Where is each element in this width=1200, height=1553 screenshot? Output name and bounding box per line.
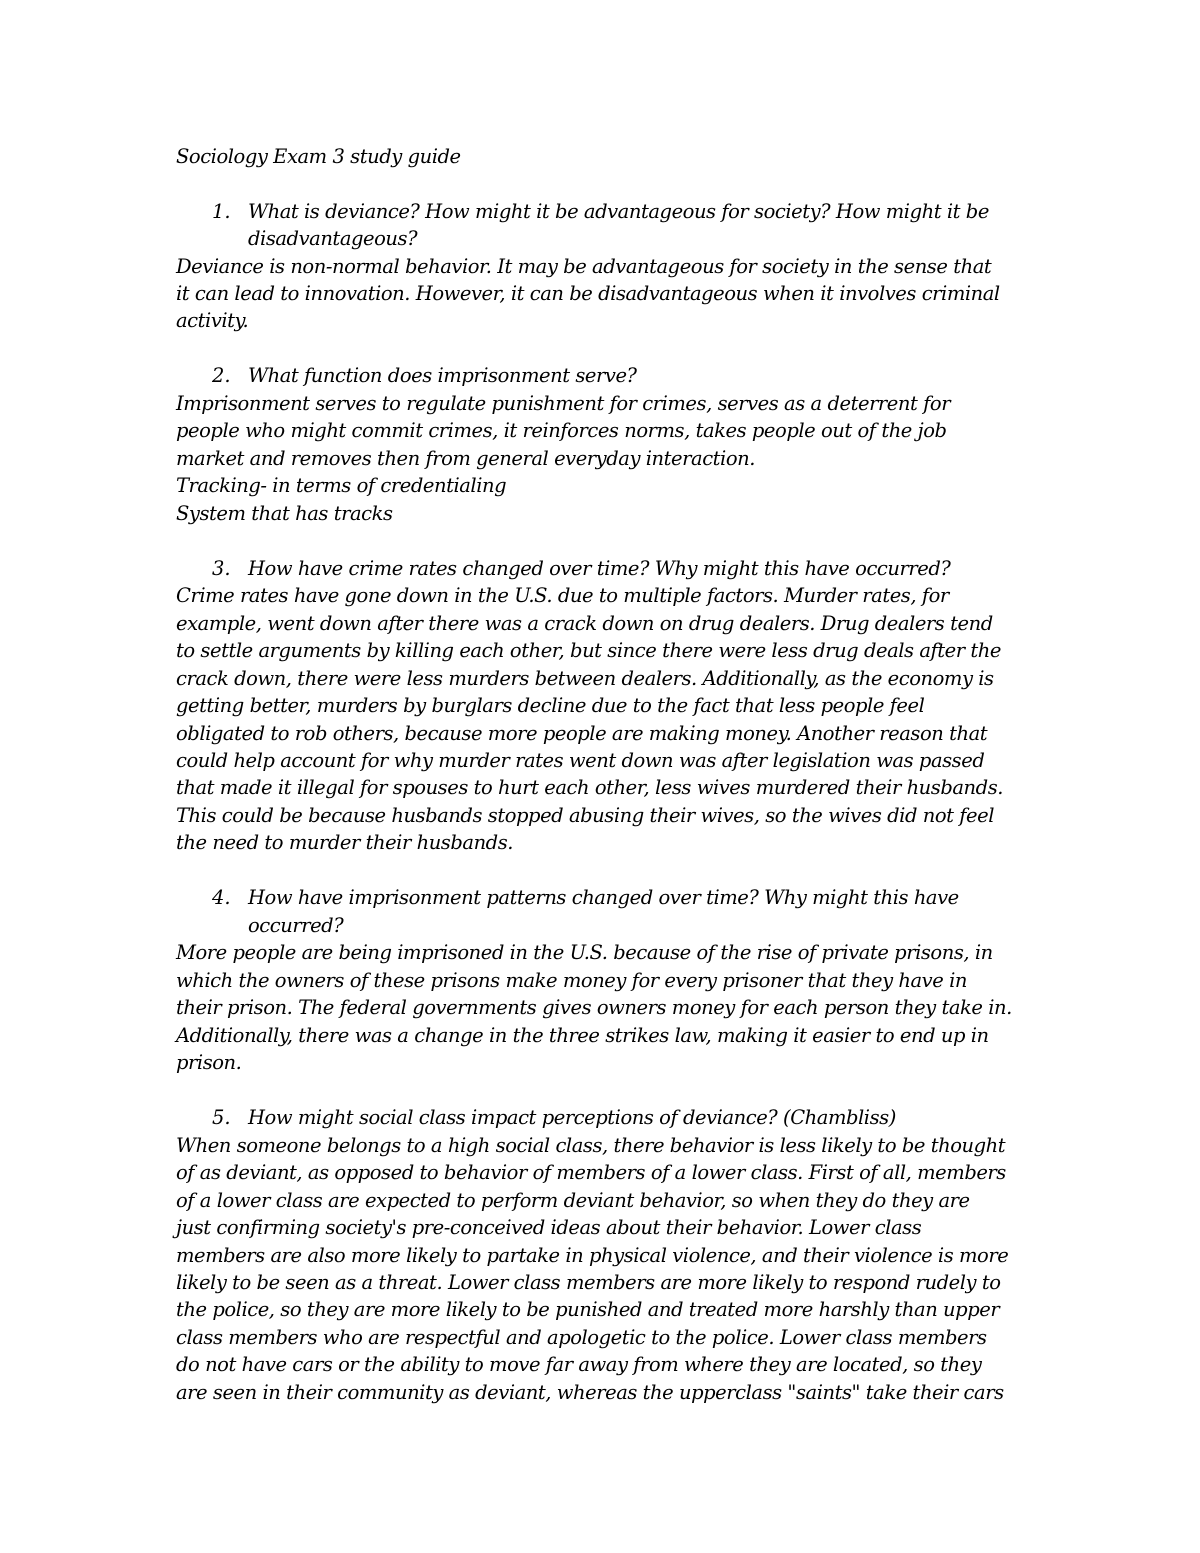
question-2-text-line: What function does imprisonment serve? — [248, 364, 637, 387]
answer-4-line: their prison. The federal governments gives owners money for each person they take in. — [176, 996, 1012, 1019]
answer-5-line: likely to be seen as a threat. Lower class members are more likely to respond rudely to — [176, 1271, 1001, 1294]
question-2-number: 2. — [212, 364, 231, 387]
question-3-number: 3. — [212, 557, 231, 580]
question-1-number: 1. — [212, 200, 231, 223]
answer-3-line: could help account for why murder rates went down was after legislation was passed — [176, 749, 985, 772]
answer-5-line: of as deviant, as opposed to behavior of members of a lower class. First of all, members — [176, 1161, 1006, 1184]
question-1-text-line: What is deviance? How might it be advantageous for society? How might it be — [248, 200, 989, 223]
answer-2-line: Imprisonment serves to regulate punishment for crimes, serves as a deterrent for — [176, 392, 951, 415]
answer-5-line: When someone belongs to a high social class, there behavior is less likely to be thought — [176, 1134, 1006, 1157]
answer-3-line: This could be because husbands stopped abusing their wives, so the wives did not feel — [176, 804, 995, 827]
answer-3-line: the need to murder their husbands. — [176, 831, 514, 854]
answer-5-line: the police, so they are more likely to be punished and treated more harshly than upper — [176, 1298, 1000, 1321]
answer-3-line: example, went down after there was a crack down on drug dealers. Drug dealers tend — [176, 612, 993, 635]
answer-5-line: are seen in their community as deviant, whereas the upperclass "saints" take their cars — [176, 1381, 1004, 1404]
question-4-text-line: occurred? — [248, 914, 344, 937]
answer-3-line: to settle arguments by killing each other, but since there were less drug deals after the — [176, 639, 1001, 662]
answer-5-line: members are also more likely to partake in physical violence, and their violence is more — [176, 1244, 1009, 1267]
answer-4-line: Additionally, there was a change in the three strikes law, making it easier to end up in — [176, 1024, 989, 1047]
answer-5-line: of a lower class are expected to perform deviant behavior, so when they do they are — [176, 1189, 970, 1212]
document-title: Sociology Exam 3 study guide — [176, 145, 461, 168]
answer-3-line: obligated to rob others, because more people are making money. Another reason that — [176, 722, 988, 745]
answer-5-line: do not have cars or the ability to move far away from where they are located, so they — [176, 1353, 982, 1376]
question-5-number: 5. — [212, 1106, 231, 1129]
answer-2-line: System that has tracks — [176, 502, 393, 525]
answer-1-line: activity. — [176, 309, 249, 332]
answer-1-line: it can lead to innovation. However, it can be disadvantageous when it involves criminal — [176, 282, 1000, 305]
answer-3-line: Crime rates have gone down in the U.S. due to multiple factors. Murder rates, for — [176, 584, 949, 607]
answer-3-line: that made it illegal for spouses to hurt each other, less wives murdered their husbands. — [176, 776, 1004, 799]
answer-4-line: which the owners of these prisons make money for every prisoner that they have in — [176, 969, 967, 992]
answer-5-line: just confirming society's pre-conceived ideas about their behavior. Lower class — [176, 1216, 922, 1239]
answer-4-line: prison. — [176, 1051, 242, 1074]
answer-2-line: Tracking- in terms of credentialing — [176, 474, 507, 497]
question-4-text-line: How have imprisonment patterns changed over time? Why might this have — [248, 886, 959, 909]
question-4-number: 4. — [212, 886, 231, 909]
answer-2-line: people who might commit crimes, it reinforces norms, takes people out of the job — [176, 419, 947, 442]
answer-1-line: Deviance is non-normal behavior. It may be advantageous for society in the sense that — [176, 255, 992, 278]
question-5-text-line: How might social class impact perceptions of deviance? (Chambliss) — [248, 1106, 896, 1129]
question-3-text-line: How have crime rates changed over time? Why might this have occurred? — [248, 557, 951, 580]
answer-3-line: getting better, murders by burglars decline due to the fact that less people feel — [176, 694, 925, 717]
answer-5-line: class members who are respectful and apologetic to the police. Lower class members — [176, 1326, 987, 1349]
answer-4-line: More people are being imprisoned in the U.S. because of the rise of private prisons, in — [176, 941, 993, 964]
question-1-text-line: disadvantageous? — [248, 227, 418, 250]
answer-3-line: crack down, there were less murders between dealers. Additionally, as the economy is — [176, 667, 994, 690]
answer-2-line: market and removes then from general everyday interaction. — [176, 447, 755, 470]
